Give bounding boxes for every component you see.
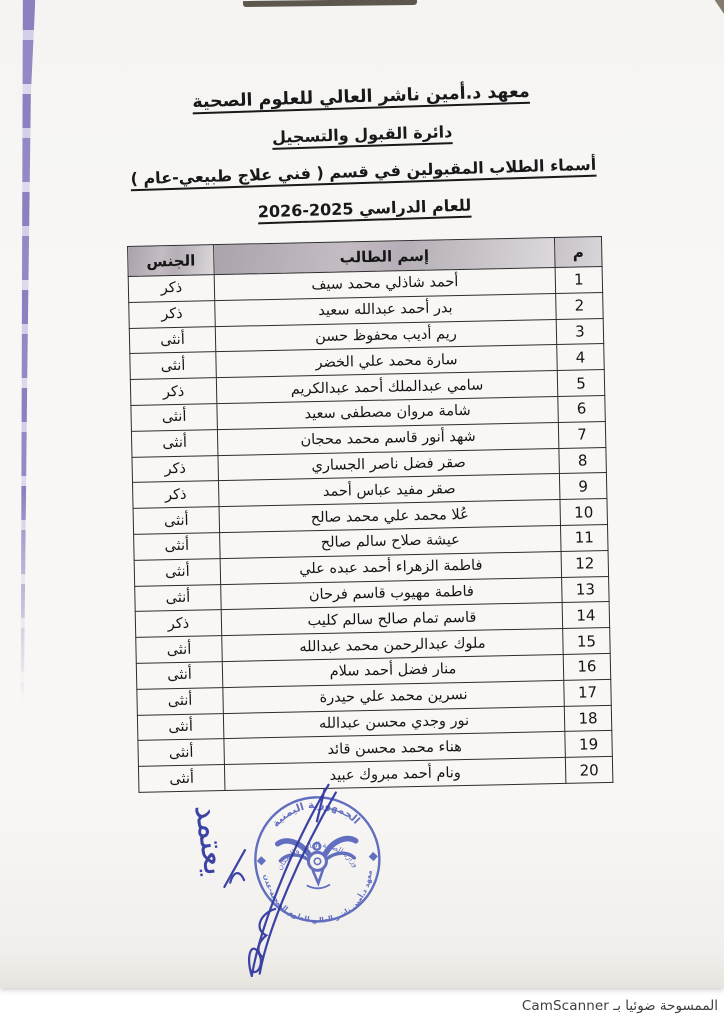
row-number: 12 (561, 550, 609, 577)
col-header-no: م (554, 237, 602, 268)
row-number: 11 (560, 524, 608, 551)
stamp-middle-text: وزارة الصحة العامة والسكان (274, 840, 361, 872)
student-name: فاطمة الزهراء أحمد عبده علي (220, 551, 561, 584)
row-number: 8 (559, 447, 607, 474)
row-number: 14 (562, 602, 610, 629)
row-number: 15 (563, 628, 611, 655)
student-name: شهد أنور قاسم محمد محجان (217, 422, 558, 455)
student-gender: ذكر (128, 275, 215, 303)
student-name: ريم أديب محفوظ حسن (215, 319, 556, 352)
student-name: أحمد شاذلي محمد سيف (214, 268, 555, 301)
student-gender: أنثى (137, 713, 224, 741)
student-name: ونام أحمد مبروك عبيد (224, 758, 565, 791)
student-gender: أنثى (138, 739, 225, 767)
student-name: صقر فضل ناصر الجساري (218, 448, 559, 481)
student-gender: أنثى (136, 636, 223, 664)
stamp-signature-graphic (155, 751, 444, 1002)
row-number: 4 (557, 344, 605, 371)
student-name: فاطمة مهيوب قاسم فرحان (221, 577, 562, 610)
student-gender: ذكر (130, 378, 217, 406)
camscanner-watermark: الممسوحة ضوئيا بـ CamScanner (521, 998, 718, 1014)
stamp-bottom-text: معهد د.أمين ناشر العالي للعلوم الصحية-عدن (261, 869, 374, 925)
student-name: شامة مروان مصطفى سعيد (217, 396, 558, 429)
student-name: نور وجدي محسن عبدالله (223, 706, 564, 739)
student-gender: أنثى (129, 326, 216, 354)
academic-year-title: للعام الدراسي 2025-2026 (257, 195, 472, 222)
row-number: 20 (565, 757, 613, 784)
row-number: 19 (565, 731, 613, 758)
row-number: 13 (562, 576, 610, 603)
student-name: عُلا محمد علي محمد صالح (219, 500, 560, 533)
student-gender: أنثى (137, 687, 224, 715)
institute-title: معهد د.أمين ناشر العالي للعلوم الصحية (192, 81, 530, 113)
student-name: سامي عبدالملك أحمد عبدالكريم (216, 371, 557, 404)
student-name: هناء محمد محسن قائد (224, 732, 565, 765)
student-gender: أنثى (135, 584, 222, 612)
diamond-icon (369, 852, 378, 861)
row-number: 7 (558, 421, 606, 448)
row-number: 16 (563, 653, 611, 680)
row-number: 17 (564, 679, 612, 706)
student-gender: أنثى (131, 404, 218, 432)
student-gender: أنثى (138, 765, 225, 793)
student-gender: ذكر (135, 610, 222, 638)
student-name: منار فضل أحمد سلام (222, 654, 563, 687)
student-gender: ذكر (133, 481, 220, 509)
row-number: 6 (558, 395, 606, 422)
col-header-gender: الجنس (128, 245, 215, 277)
student-name: قاسم تمام صالح سالم كليب (221, 603, 562, 636)
table-body (128, 267, 613, 793)
row-number: 2 (556, 292, 604, 319)
col-header-name: إسم الطالب (214, 238, 556, 275)
row-number: 1 (555, 267, 603, 294)
student-name: عيشة صلاح سالم صالح (220, 525, 561, 558)
student-name: سارة محمد علي الخضر (216, 345, 557, 378)
student-gender: أنثى (133, 507, 220, 535)
department-title: دائرة القبول والتسجيل (271, 122, 453, 147)
student-gender: أنثى (136, 662, 223, 690)
row-number: 5 (557, 370, 605, 397)
student-gender: أنثى (130, 352, 217, 380)
row-number: 10 (560, 499, 608, 526)
row-number: 18 (564, 705, 612, 732)
student-gender: أنثى (131, 429, 218, 457)
student-gender: ذكر (132, 455, 219, 483)
diamond-icon (257, 856, 266, 865)
student-gender: ذكر (129, 300, 216, 328)
row-number: 3 (556, 318, 604, 345)
stamp-and-signature (155, 751, 444, 1002)
student-name: بدر أحمد عبدالله سعيد (215, 293, 556, 326)
student-gender: أنثى (134, 558, 221, 586)
student-gender: أنثى (134, 533, 221, 561)
students-table-wrapper (127, 236, 613, 793)
document-heading (115, 78, 611, 241)
stamp-top-text: الجمهورية اليمنية (269, 798, 363, 830)
student-name: صقر مفيد عباس أحمد (218, 474, 559, 507)
row-number: 9 (559, 473, 607, 500)
approval-word: يعتمد (187, 801, 237, 878)
list-title: أسماء الطلاب المقبولين في قسم ( فني علاج طبيعي-عام ) (130, 154, 597, 189)
student-name: ملوك عبدالرحمن محمد عبدالله (222, 629, 563, 662)
student-name: نسرين محمد علي حيدرة (223, 680, 564, 713)
students-table (127, 236, 613, 793)
